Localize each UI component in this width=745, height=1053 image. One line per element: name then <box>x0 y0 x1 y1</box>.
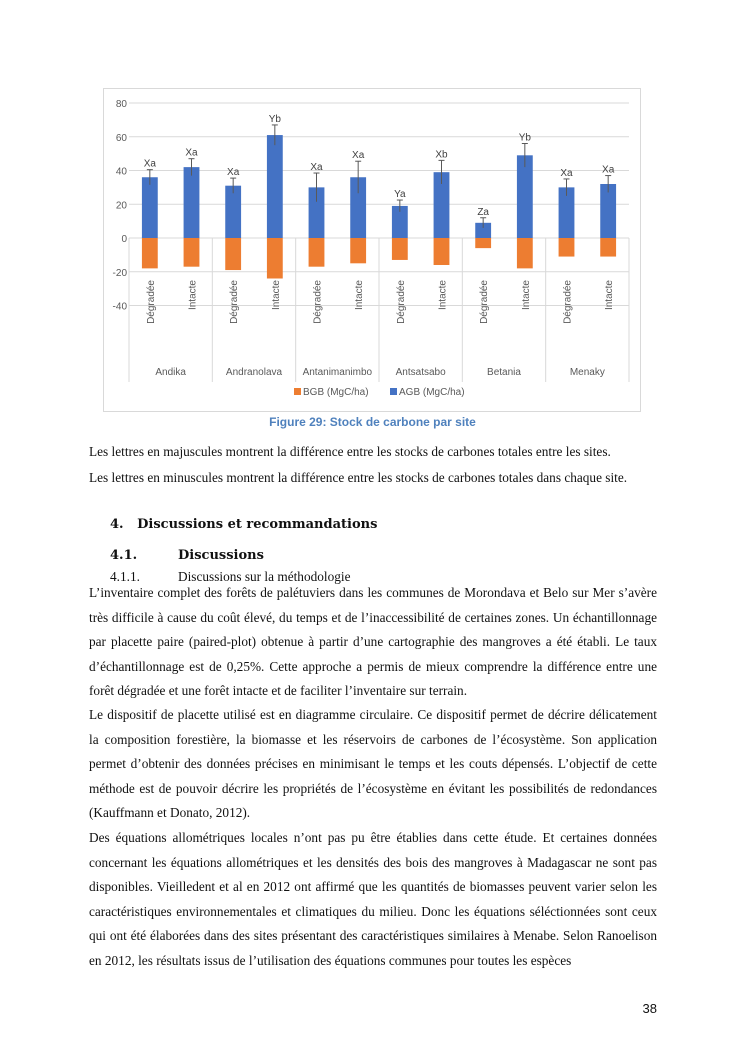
section-title: Discussions et recommandations <box>137 517 378 532</box>
bgb-bar <box>434 238 450 265</box>
bgb-bar <box>600 238 616 257</box>
y-tick-label: 60 <box>115 132 127 144</box>
page-number: 38 <box>642 1001 657 1016</box>
significance-label: Xa <box>310 162 323 174</box>
agb-bar <box>225 186 241 238</box>
carbon-stock-chart <box>104 89 642 413</box>
agb-bar <box>142 177 158 238</box>
figure-caption: Figure 29: Stock de carbone par site <box>269 415 476 429</box>
category-label: Dégradée <box>229 280 241 324</box>
significance-label: Xb <box>435 149 448 161</box>
paragraph-1: L’inventaire complet des forêts de palétuviers dans les communes de Morondava et Belo sur Mer s’avère très difficile à cause du coût élevé, du temps et de l’inaccessibilité de certaines zones. Un échantillonnage par placette paire (paired-plot) obtenue à partir d’une cartographie des mangroves a été établi. Le taux d’échantillonnage est de 0,25%. Cette approche a permis de mieux comprendre la différence entre une forêt dégradée et une forêt intacte et de faciliter l’inventaire sur terrain. <box>89 585 657 698</box>
subsubsection-title: Discussions sur la méthodologie <box>178 569 351 584</box>
group-label: Menaky <box>569 367 605 378</box>
significance-label: Xa <box>185 147 198 159</box>
category-label: Dégradée <box>395 280 407 324</box>
significance-label: Xa <box>227 167 240 179</box>
bgb-bar <box>517 238 533 268</box>
agb-bar <box>267 135 283 238</box>
group-label: Antanimanimbo <box>302 367 373 378</box>
category-label: Intacte <box>187 280 199 311</box>
group-label: Antsatsabo <box>395 367 446 378</box>
y-tick-label: -20 <box>112 267 127 279</box>
category-label: Dégradée <box>145 280 157 324</box>
legend-swatch <box>390 388 397 395</box>
legend-label: BGB (MgC/ha) <box>303 387 369 398</box>
subsubsection-number: 4.1.1. <box>110 569 140 584</box>
significance-label: Xa <box>352 150 365 162</box>
note-lowercase: Les lettres en minuscules montrent la différence entre les stocks de carbones totales dans chaque site. <box>89 470 628 485</box>
bgb-bar <box>350 238 366 263</box>
group-label: Betania <box>487 367 521 378</box>
group-label: Andika <box>155 367 186 378</box>
significance-label: Xa <box>143 158 156 170</box>
significance-label: Xa <box>602 164 615 176</box>
category-label: Dégradée <box>479 280 491 324</box>
category-label: Dégradée <box>312 280 324 324</box>
y-tick-label: 80 <box>115 99 127 110</box>
y-tick-label: 40 <box>115 166 127 178</box>
category-label: Intacte <box>520 280 532 311</box>
significance-label: Ya <box>394 189 406 201</box>
group-label: Andranolava <box>225 367 283 378</box>
category-label: Intacte <box>270 280 282 311</box>
category-label: Intacte <box>604 280 616 311</box>
y-tick-label: 0 <box>121 234 127 245</box>
bgb-bar <box>267 238 283 279</box>
significance-label: Za <box>477 206 490 218</box>
subsection-heading <box>110 548 264 563</box>
y-tick-label: 20 <box>115 200 127 212</box>
bgb-bar <box>309 238 325 267</box>
bgb-bar <box>475 238 491 248</box>
section-number: 4. <box>110 517 124 532</box>
y-tick-label: -40 <box>112 301 127 313</box>
bgb-bar <box>559 238 575 257</box>
agb-bar <box>517 155 533 238</box>
bgb-bar <box>225 238 241 270</box>
category-label: Intacte <box>354 280 366 311</box>
subsection-number: 4.1. <box>110 548 138 563</box>
chart-container <box>103 88 641 412</box>
bgb-bar <box>184 238 200 267</box>
agb-bar <box>184 167 200 238</box>
paragraph-3: Des équations allométriques locales n’ont pas pu être établies dans cette étude. Et certaines données concernant les équations allométriques et les densités des bois des mangroves à Madagascar ne sont pas disponibles. Vieilledent et al en 2012 ont affirmé que les quantités de biomasses peuvent varier selon les caractéristiques environnementales et climatiques du milieu. Donc les équations séléctionnées sont ceux qui ont été élaborées dans des sites présentant des caractéristiques similaires à Menabe. Selon Ranoelison en 2012, les résultats issus de l’utilisation des équations communes pour toutes les espèces <box>89 830 657 968</box>
paragraph-2: Le dispositif de placette utilisé est en diagramme circulaire. Ce dispositif permet de décrire délicatement la composition forestière, la biomasse et les réservoirs de carbones de l’écosystème. Son application permet d’obtenir des données précises en minimisant le temps et les couts dépensés. L’objectif de cette méthode est de pouvoir décrire les propriétés de l’écosystème en évitant les possibilités de redondances (Kauffmann et Donato, 2012). <box>89 707 657 820</box>
category-label: Intacte <box>437 280 449 311</box>
bgb-bar <box>392 238 408 260</box>
subsection-title: Discussions <box>178 548 264 563</box>
significance-label: Yb <box>268 113 281 125</box>
category-label: Dégradée <box>562 280 574 324</box>
section-heading <box>110 517 377 532</box>
legend-swatch <box>294 388 301 395</box>
bgb-bar <box>142 238 158 268</box>
significance-label: Xa <box>560 167 573 179</box>
significance-label: Yb <box>518 132 531 144</box>
legend-label: AGB (MgC/ha) <box>399 387 465 398</box>
note-uppercase: Les lettres en majuscules montrent la différence entre les stocks de carbones totales entre les sites. <box>89 444 611 459</box>
